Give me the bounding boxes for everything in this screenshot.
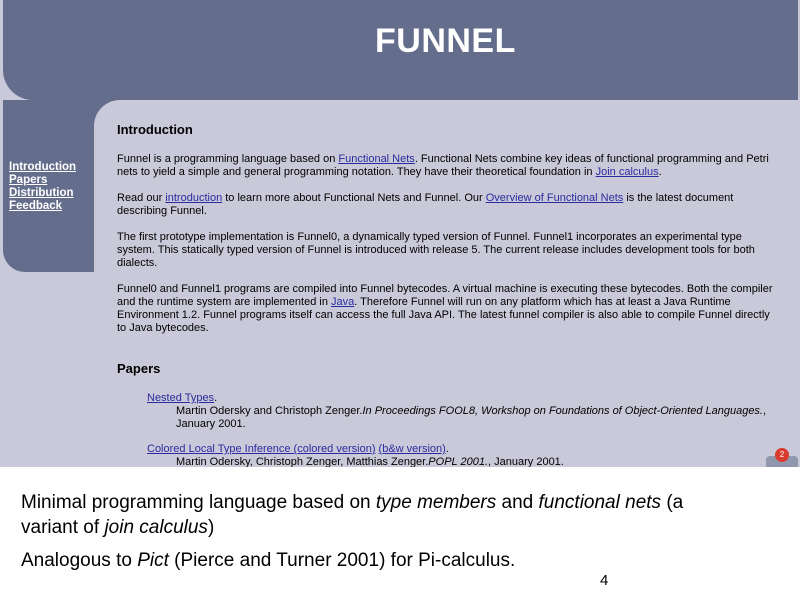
paper-title-link[interactable]: Colored Local Type Inference (colored version) xyxy=(147,443,376,455)
paper-venue: POPL 2001. xyxy=(428,456,489,467)
intro-p1-text: Funnel is a programming language based on xyxy=(117,153,339,165)
introduction-link[interactable]: introduction xyxy=(165,192,223,204)
paper-date: , January 2001. xyxy=(488,456,564,467)
paper-bw-version-link[interactable]: (b&w version) xyxy=(378,443,446,455)
functional-nets-link[interactable]: Functional Nets xyxy=(338,153,415,165)
intro-paragraph-1 xyxy=(117,153,777,179)
caption-text: (Pierce and Turner 2001) for Pi-calculus. xyxy=(168,550,516,571)
caption-emphasis: type members xyxy=(375,492,497,513)
intro-p4-text-2: . Therefore Funnel will run on any platform which has at least a Java Runtime Environment 1.2. Funnel programs itself can access the full Java API. The latest funnel compiler is also able to compile Funnel directly to Java bytecodes. xyxy=(117,296,770,334)
caption-text: and xyxy=(496,492,539,513)
caption-text: Analogous to xyxy=(21,550,138,571)
paper-title-line xyxy=(147,392,777,405)
caption-emphasis: join calculus xyxy=(104,517,208,538)
java-link[interactable]: Java xyxy=(331,296,355,308)
nav-link-papers[interactable]: Papers xyxy=(9,174,48,186)
introduction-heading: Introduction xyxy=(117,122,193,137)
paper-citation xyxy=(176,456,777,467)
nav-link-distribution[interactable]: Distribution xyxy=(9,187,74,199)
caption-emphasis: Pict xyxy=(137,550,169,571)
caption-line-1 xyxy=(21,490,741,540)
paper-entry xyxy=(147,392,777,431)
slide-caption xyxy=(21,490,741,581)
intro-p2-text-2: to learn more about Functional Nets and Funnel. Our xyxy=(222,192,486,204)
paper-date: , January 2001. xyxy=(176,405,767,430)
caption-emphasis: functional nets xyxy=(538,492,662,513)
paper-venue: In Proceedings FOOL8, Workshop on Foundations of Object-Oriented Languages. xyxy=(362,405,763,417)
paper-authors: Martin Odersky and Christoph Zenger. xyxy=(176,405,363,417)
nav-link-feedback[interactable]: Feedback xyxy=(9,200,63,212)
intro-paragraph-3: The first prototype implementation is Funnel0, a dynamically typed version of Funnel. Funnel1 incorporates an experimental type system. This statically typed version of Funnel is introduced with release 5. The current release includes development tools for both dialects. xyxy=(117,231,755,269)
intro-paragraph-2 xyxy=(117,192,777,218)
intro-paragraph-4 xyxy=(117,283,777,335)
paper-title-line xyxy=(147,443,777,456)
paper-entry xyxy=(147,443,777,467)
caption-line-2 xyxy=(21,548,741,573)
caption-text: ) xyxy=(207,517,215,538)
intro-p1-text-2: . Functional Nets combine key ideas of functional programming and Petri nets to yield a simple and general programming notation. They have their theoretical foundation in xyxy=(117,153,769,178)
paper-title-period: . xyxy=(214,392,218,404)
nav-link-introduction[interactable]: Introduction xyxy=(9,161,77,173)
site-title: FUNNEL xyxy=(375,22,516,60)
intro-p2-text-3: is the latest document describing Funnel. xyxy=(117,192,734,217)
join-calculus-link[interactable]: Join calculus xyxy=(595,166,659,178)
notification-badge[interactable]: 2 xyxy=(775,448,789,462)
intro-p4-text: Funnel0 and Funnel1 programs are compiled into Funnel bytecodes. A virtual machine is executing these bytecodes. Both the compiler and the runtime system are implemented in xyxy=(117,283,773,308)
main-content xyxy=(117,122,777,467)
paper-title-period: . xyxy=(445,443,449,455)
papers-heading: Papers xyxy=(117,361,161,376)
caption-text: (a variant of xyxy=(21,492,684,538)
paper-title-link[interactable]: Nested Types xyxy=(147,392,215,404)
caption-text: Minimal programming language based on xyxy=(21,492,376,513)
paper-citation xyxy=(176,405,777,431)
intro-p2-text: Read our xyxy=(117,192,166,204)
sidebar-nav xyxy=(9,161,76,213)
paper-authors: Martin Odersky, Christoph Zenger, Matthias Zenger. xyxy=(176,456,429,467)
page-number: 4 xyxy=(600,572,609,589)
overview-functional-nets-link[interactable]: Overview of Functional Nets xyxy=(485,192,624,204)
intro-p1-text-3: . xyxy=(658,166,662,178)
